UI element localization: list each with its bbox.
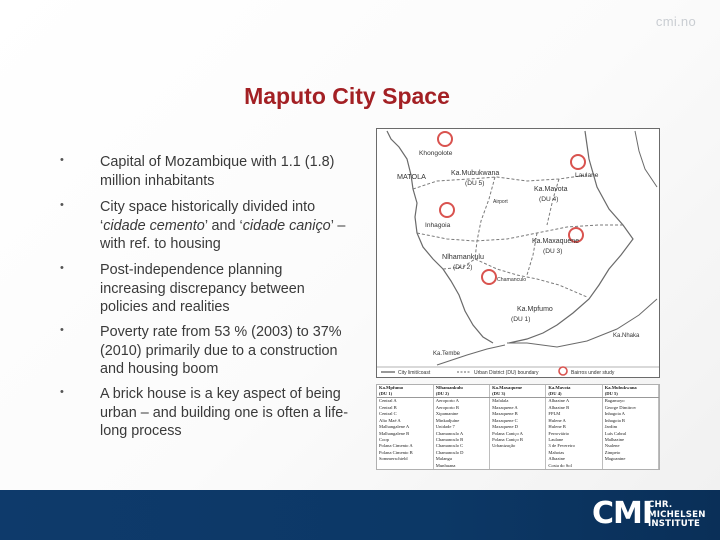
table-cell: FPLM	[546, 411, 602, 417]
bullet-text: Poverty rate from 53 % (2003) to 37% (2010) primarily due to a construction and housing boom	[100, 324, 342, 378]
map-label-kamaxaquene: Ka.Maxaquene	[532, 238, 580, 245]
table-cell: Nsalene	[602, 443, 658, 449]
table-cell: Chamanculo A	[433, 430, 489, 436]
table-header-cell: Ka.Maxaquene (DU 3)	[490, 385, 546, 398]
table-cell: Zimpeto	[602, 450, 658, 456]
table-cell: Polana Caniço A	[490, 430, 546, 436]
table-cell: Central B	[377, 404, 433, 410]
map-label-inhagoia: Inhagoia	[425, 222, 451, 229]
table-cell: Maxaquene D	[490, 424, 546, 430]
bairros-table-grid	[377, 385, 659, 469]
table-cell: Malhangalene A	[377, 424, 433, 430]
map-label-du3: (DU 3)	[543, 248, 563, 255]
map-label-du2: (DU 2)	[453, 264, 473, 271]
table-cell	[602, 462, 658, 469]
map-label-du5: (DU 5)	[465, 180, 485, 187]
table-header-row	[377, 385, 659, 398]
map-label-katembe: Ka.Tembe	[433, 351, 461, 357]
table-cell: Alto Maé A	[377, 417, 433, 423]
city-limit-west	[387, 131, 493, 343]
map-label-matola: MATOLA	[397, 172, 426, 181]
bullet-text: A brick house is a key aspect of being urban – and building one is often a life-long process	[100, 386, 349, 440]
table-cell: Central C	[377, 411, 433, 417]
map-label-chamanculo: Chamanculo	[497, 277, 527, 283]
table-header-cell: Ka.Mavota (DU 4)	[546, 385, 602, 398]
table-cell: Albazine A	[546, 398, 602, 405]
bairros-table	[376, 384, 660, 470]
map-label-airport: Airport	[493, 199, 508, 205]
maputo-map	[376, 128, 660, 378]
table-cell: Maxaquene A	[490, 404, 546, 410]
table-cell: Albazine	[546, 456, 602, 462]
table-cell: Sommerschield	[377, 456, 433, 462]
map-label-du4: (DU 4)	[539, 196, 559, 203]
table-cell: Polana Cimento B	[377, 450, 433, 456]
table-cell: Chamanculo D	[433, 450, 489, 456]
bullet-dot-icon: •	[60, 386, 64, 398]
table-cell: Malhazine	[602, 437, 658, 443]
table-cell: Maxaquene B	[490, 411, 546, 417]
bullet-dot-icon: •	[60, 324, 64, 336]
table-cell	[490, 462, 546, 469]
cmi-logo[interactable]: CMI	[592, 496, 653, 531]
map-label-kamavota: Ka.Mavota	[534, 186, 568, 193]
table-cell: Coop	[377, 437, 433, 443]
bullet-dot-icon: •	[60, 154, 64, 166]
legend-bairros: Bairros under study	[571, 370, 615, 376]
table-cell: Albazine B	[546, 404, 602, 410]
legend-city-limit: City limit/coast	[398, 370, 431, 376]
table-cell: Minkadjuíne	[433, 417, 489, 423]
cmi-logo-text: CHR. MICHELSEN INSTITUTE	[648, 500, 706, 529]
map-label-nlhamankulu: Nlhamankulu	[442, 252, 484, 261]
coast-north	[635, 131, 657, 187]
table-cell: Maxaquene C	[490, 417, 546, 423]
table-header-cell: Ka.Mubukwana (DU 5)	[602, 385, 658, 398]
table-cell: Hulene B	[546, 424, 602, 430]
table-cell: Unidade 7	[433, 424, 489, 430]
table-header-cell: Nlhamankulu (DU 2)	[433, 385, 489, 398]
table-cell: Magoanine	[602, 456, 658, 462]
table-cell: Central A	[377, 398, 433, 405]
map-label-kampfumo: Ka.Mpfumo	[517, 306, 553, 313]
map-label-du1: (DU 1)	[511, 316, 531, 323]
table-cell: Polana Cimento A	[377, 443, 433, 449]
table-cell: Malanga	[433, 456, 489, 462]
table-cell: Aeroporto A	[433, 398, 489, 405]
term-cidade-cemento: cidade cemento	[103, 217, 205, 234]
bullet-text: Capital of Mozambique with 1.1 (1.8) million inhabitants	[100, 154, 335, 189]
table-cell: Mafalala	[490, 398, 546, 405]
bairro-markers	[438, 132, 585, 284]
map-label-kamubukwana: Ka.Mubukwana	[451, 170, 500, 177]
table-cell: Bagamoyo	[602, 398, 658, 405]
table-cell: 3 de Fevereiro	[546, 443, 602, 449]
map-drawing	[377, 129, 659, 377]
table-cell: Chamanculo B	[433, 437, 489, 443]
legend-urban-district: Urban District (DU) boundary	[474, 370, 539, 376]
slide-title: Maputo City Space	[244, 83, 450, 109]
table-cell: Mahotas	[546, 450, 602, 456]
table-cell: Inhagoia A	[602, 411, 658, 417]
bullet-dot-icon: •	[60, 262, 64, 274]
table-cell: Inhagoia B	[602, 417, 658, 423]
footer-bar	[0, 490, 720, 540]
table-cell: Urbanização	[490, 443, 546, 449]
bullet-text: City space historically divided into ‘cidade cemento’ and ‘cidade caniço’ – with ref. to housing	[100, 199, 346, 253]
table-cell: Munhuana	[433, 462, 489, 469]
table-cell: Chamanculo C	[433, 443, 489, 449]
table-cell: Hulene A	[546, 417, 602, 423]
table-cell: Jardim	[602, 424, 658, 430]
table-row	[377, 398, 659, 405]
map-label-khongolote: Khongolote	[419, 150, 453, 157]
term-cidade-canico: cidade caniço	[242, 217, 331, 234]
map-label-kanhaka: Ka.Nhaka	[613, 333, 640, 339]
table-cell: Xipamanine	[433, 411, 489, 417]
table-cell: Polana Caniço B	[490, 437, 546, 443]
table-cell: Malhangalene B	[377, 430, 433, 436]
table-row	[377, 462, 659, 469]
table-cell: Laulane	[546, 437, 602, 443]
bullet-text: Post-independence planning increasing discrepancy between policies and realities	[100, 262, 305, 316]
table-cell: Luís Cabral	[602, 430, 658, 436]
map-label-laulane: Laulane	[575, 172, 599, 179]
table-cell: Costa do Sol	[546, 462, 602, 469]
table-cell: Ferroviário	[546, 430, 602, 436]
bullet-dot-icon: •	[60, 199, 64, 211]
map-legend	[377, 367, 659, 376]
table-cell: Aeroporto B	[433, 404, 489, 410]
site-url[interactable]: cmi.no	[655, 14, 696, 29]
table-body	[377, 398, 659, 470]
table-cell: George Dimitrov	[602, 404, 658, 410]
table-header-cell: Ka.Mpfumo (DU 1)	[377, 385, 433, 398]
table-cell	[377, 462, 433, 469]
